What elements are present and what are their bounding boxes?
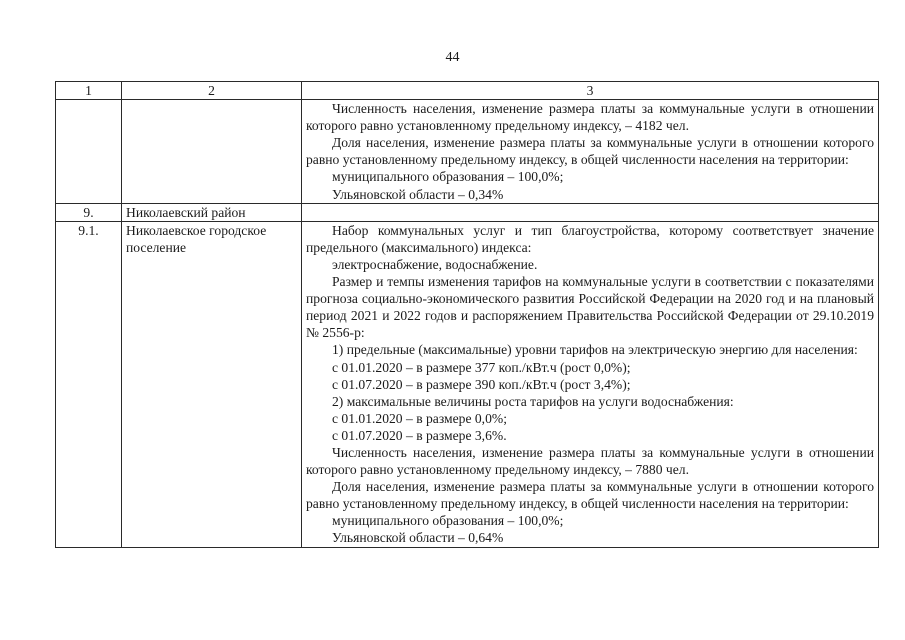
paragraph: 2) максимальные величины роста тарифов на услуги водоснабжения: (332, 393, 734, 409)
row-number (56, 100, 122, 204)
paragraph: с 01.01.2020 – в размере 0,0%; (332, 410, 507, 426)
row-number: 9.1. (56, 221, 122, 547)
paragraph: электроснабжение, водоснабжение. (332, 256, 538, 272)
header-col-3: 3 (302, 82, 879, 100)
row-description (302, 221, 879, 547)
table-row-district (56, 203, 879, 221)
paragraph: Ульяновской области – 0,34% (332, 186, 504, 202)
paragraph: муниципального образования – 100,0%; (332, 169, 564, 185)
paragraph: Численность населения, изменение размера платы за коммунальные услуги в отношении которого равно установленному предельному индексу, – 7880 чел. (306, 444, 874, 478)
header-col-1: 1 (56, 82, 122, 100)
paragraph: Численность населения, изменение размера платы за коммунальные услуги в отношении которого равно установленному предельному индексу, – 4182 чел. (306, 101, 874, 134)
row-name: Николаевский район (122, 203, 302, 221)
table-header-row (56, 82, 879, 100)
paragraph: Размер и темпы изменения тарифов на коммунальные услуги в соответствии с показателями прогноза социально-экономического развития Российской Федерации на 2020 год и на плановый период 2021 и 2022 годов и распоряжением Правительства Российской Федерации от 29.10.2019 № 2556-р: (306, 274, 874, 341)
paragraph: с 01.07.2020 – в размере 3,6%. (332, 427, 507, 443)
row-name: Николаевское городское поселение (122, 221, 302, 547)
page-number: 44 (445, 50, 460, 65)
paragraph: муниципального образования – 100,0%; (332, 513, 564, 529)
tariff-table (55, 81, 879, 548)
paragraph: Доля населения, изменение размера платы за коммунальные услуги в отношении которого равно установленному предельному индексу, в общей численности населения на территории: (306, 135, 874, 168)
table-row-continuation (56, 100, 879, 204)
paragraph: Ульяновской области – 0,64% (332, 530, 504, 546)
paragraph: Доля населения, изменение размера платы за коммунальные услуги в отношении которого равно установленному предельному индексу, в общей численности населения на территории: (306, 479, 874, 512)
header-col-2: 2 (122, 82, 302, 100)
paragraph: с 01.07.2020 – в размере 390 коп./кВт.ч (рост 3,4%); (332, 376, 631, 392)
row-number: 9. (56, 203, 122, 221)
paragraph: с 01.01.2020 – в размере 377 коп./кВт.ч (рост 0,0%); (332, 359, 631, 375)
row-name (122, 100, 302, 204)
row-description (302, 203, 879, 221)
row-description (302, 100, 879, 204)
paragraph: 1) предельные (максимальные) уровни тарифов на электрическую энергию для населения: (332, 342, 858, 358)
paragraph: Набор коммунальных услуг и тип благоустройства, которому соответствует значение предельного (максимального) индекса: (306, 222, 874, 255)
table-row-settlement (56, 221, 879, 547)
